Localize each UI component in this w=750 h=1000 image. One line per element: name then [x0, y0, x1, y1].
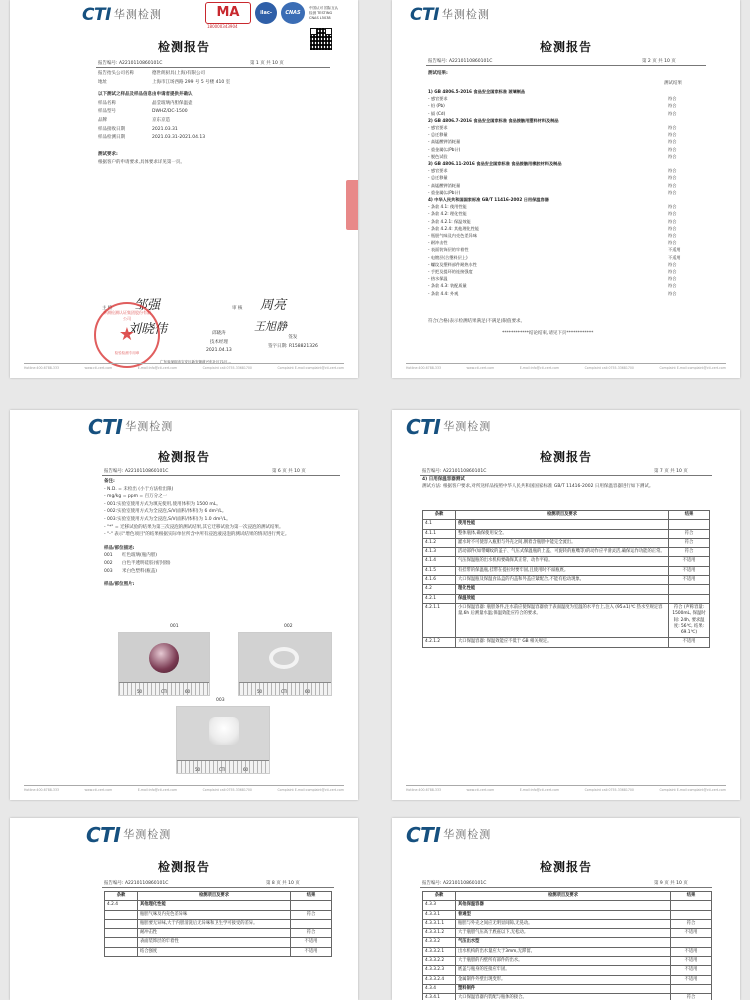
table-row [423, 576, 710, 585]
result-value: 符合 [668, 189, 677, 195]
requirement-cell: 出水机构的出水量应大于3mm,无滞留。 [456, 947, 671, 956]
result-cell: 符合 [671, 919, 712, 928]
page-footer: Hotline:400-6788-333 www.cti-cert.com E-mail:info@cti-cert.com Complaint call:0755-33681700 Complaint E-mail:complaint@cti-cert.com [406, 785, 726, 792]
report-title: 检测报告 [157, 40, 210, 54]
page-number: 第 1 页 共 10 页 [250, 61, 284, 66]
cti-logo [88, 415, 174, 439]
result-value: 符合 [668, 96, 677, 102]
result-cell: 不适用 [671, 947, 712, 956]
official-seal: 华测检测认证集团股份有限公司 ★ 检验检测专用章 [94, 302, 160, 368]
cti-logo-mark: CTI [406, 823, 441, 847]
method-block: 4) 日用保温容器测试 测试方法: 根据客户要求,对所送样品按照中华人民共和国国家标准 GB/T 11416-2002 日用保温容器进行如下测试。 [422, 477, 654, 489]
report-title: 检测报告 [539, 860, 592, 874]
result-row [428, 268, 712, 275]
report-no: 报告编号: A2210110860101C [422, 881, 487, 886]
table-row [423, 538, 710, 547]
glass-liner-image [149, 643, 179, 673]
requirement-cell: 活动部件(如带螺纹的盖子、气压式保温瓶的上盖、可旋转的瓶嘴等)的动作应平滑灵活,确保运作功能的正常。 [456, 548, 669, 557]
result-value [668, 117, 712, 124]
result-item: - 感官要求 [428, 168, 448, 174]
result-row [428, 232, 712, 239]
cti-logo-mark: CTI [82, 5, 111, 25]
table-row [423, 919, 712, 928]
signature-approve-2: 王旭静 [254, 320, 287, 333]
result-value: 符合 [668, 139, 677, 145]
report-no: 报告编号: A2210110860101C [98, 61, 163, 66]
requirement-cell: 瓶胆气味及内壳色差异味 [138, 910, 291, 919]
result-value: 符合 [668, 211, 677, 217]
result-row [428, 117, 712, 124]
result-value: 符合 [668, 175, 677, 181]
table-row [423, 529, 710, 538]
table-row [423, 947, 712, 956]
result-item: - 热水保温 [428, 276, 448, 282]
cti-logo [406, 415, 492, 439]
result-cell: 符合 [669, 548, 710, 557]
table-row [423, 638, 710, 647]
clause-cell [105, 929, 138, 938]
result-item: - 重金属(以Pb计) [428, 146, 461, 152]
table-row [423, 594, 710, 603]
clause-cell [105, 938, 138, 947]
result-item: 1) GB 4806.5-2016 食品安全国家标准 玻璃制品 [428, 89, 526, 94]
clause-cell: 4.3.3.1.1 [423, 919, 456, 928]
result-row [428, 254, 712, 261]
result-item: 2) GB 4806.7-2016 食品安全国家标准 食品接触用塑料材料及制品 [428, 117, 559, 123]
result-value: 符合 [668, 233, 677, 239]
photo-001-glass-liner: 50 CTI 60 [118, 632, 210, 696]
result-value: 符合 [668, 276, 677, 282]
ma-mark: MA [205, 2, 251, 24]
cti-logo-cn: 华测检测 [113, 8, 162, 21]
result-cell [671, 901, 712, 910]
table-row [423, 994, 712, 1000]
clause-cell: 4.2 [423, 585, 456, 594]
result-value: 符合 [668, 125, 677, 131]
result-value: 符合 [668, 269, 677, 275]
requirement-cell: 普通型 [456, 910, 671, 919]
clause-cell: 4.1.5 [423, 566, 456, 575]
requirement-cell: 表面装饰层的牢着性 [138, 938, 291, 947]
client-info: 报告抬头公司名称 德世朗厨具(上海)有限公司 地址 上海市江场西路 299 号 5 号楼 410 室 以下测试之样品及样品信息由申请者提供并确认 样品名称 晶莹玻璃内胆保温壶 样品型号 DWHZ/DC-1500 品牌 京东京造 样品接收日期 2021.03.31 样品检测日期 2021.03.31-2021.04.13 测试要求: 根据客户的申请要求,具体要求详见第一页。 [98, 70, 338, 168]
report-page-2 [392, 0, 740, 378]
clause-cell: 4.2.4 [105, 901, 138, 910]
notes-block: 备注: - N.D. = 未检出 (小于方法检出限) - mg/kg = ppm = 百万分之一 - 001:实验室使用方式为填充使用,使用体积为 1500 mL。 - 002:实验室使用方式为全浸泡,S/V(面积/体积)为 6 dm²/L。 - 003:实验室使用方式为全浸泡,S/V(面积/体积)为 1.0 dm²/L。 - "*" = 迁移试验的结果为第三次浸泡的测试结果,其它迁移试验为第一次浸泡的测试结果。 - "-" 表示"增色项目"的结果根据实际单位所含中所有浸泡液浸泡的测试结果的情况进行判定。 样品/部位描述: 001 红色玻璃(瓶内胆) 002 白色半透明硅胶(密封圈) 003 米白色塑料(瓶盖) 样品/部位照片: [104, 479, 290, 588]
results-table: 条款 检测项目及要求 结果 4.3.3 其他保温容器 4.3.3.1 普通型 4.3.3.1.1 瓶胆与外壳之间应无明显间隙,无晃动。 符合 4.3.3.1.2 大于瓶胆气压高于底座以下,无松动。 不适用 4.3.3.2 气压出水型 4.3.3.2.1 出水机构的出水量应大于3mm,无滞留。 不适用 4.3.3.2.2 大于瓶胆的内壁所有部件的出水。 不适用 4.3.3.2.3 底盖与瓶身的连接应牢固。 不适用 4.3.3.2.4 金属制件外壁出现变形。 不适用 4.3.4 塑料制件 4.3.4.1 大口保温容器内装配与瓶体的接合。 符合 [422, 891, 712, 1000]
cti-logo-cn: 华测检测 [441, 8, 490, 21]
requirement-cell: 大于瓶胆气压高于底座以下,无松动。 [456, 929, 671, 938]
photo-caption-002: 002 [284, 624, 293, 629]
clause-cell: 4.3.4.1 [423, 994, 456, 1000]
requirement-cell: 金属制件外壁出现变形。 [456, 975, 671, 984]
table-row [423, 603, 710, 637]
result-row [428, 146, 712, 153]
clause-cell: 4.1.4 [423, 557, 456, 566]
company-address: 广东省深圳市宝安区新安街道兴东社区71区... [160, 360, 231, 364]
report-page-6 [392, 818, 740, 1000]
table-row [105, 947, 332, 956]
result-row [428, 167, 712, 174]
results-table: 条款 检测项目及要求 结果 4.1 使用性能 4.1.1 整体瓶体,确保使用安全。 符合 4.1.2 灌水时不可使容入瓶胆与外壳之间,倒着含瓶胆中能完全流出。 符合 4.1.3 活动部件(如带螺纹的盖子、气压式保温瓶的上盖、可旋转的瓶嘴等)的动作应平滑灵活,确保运作功能的正常。 符合 4.1.4 气压保温瓶的出水机构要确保其正常、动作平稳。 不适用 4.1.5 有挂带的保温瓶,挂带在提拉时要牢固,且使用时不溢瓶底。 不适用 4.1.6 大口保温瓶及保温食品盒的内盖和外盖应紧配合,不能有松动现象。 不适用 4.2 理化性能 4.2.1 保温效能 4.2.1.1 小口保温容器: 瓶胆条件,注水前应使保温容器放于表面温度为室温的水平台上,注入 (95±1)℃ 热水至规定容量,6h 后测量水温;保温效能应符合的要求。 符合 (声称容量: 1500mL, 保温时间: 24h, 要求温度: 56℃, 结果: 69.1℃) 4.2.1.2 大口保温容器: 保温效能应不低于 GB 相关规定。 不适用 [422, 510, 710, 648]
requirement-cell: 气压出水型 [456, 938, 671, 947]
clause-cell: 4.3.3.2.3 [423, 966, 456, 975]
result-row [428, 138, 712, 145]
result-row [428, 239, 712, 246]
table-row [423, 910, 712, 919]
page-footer: Hotline:400-6788-333 www.cti-cert.com E-mail:info@cti-cert.com Complaint call:0755-33681700 Complaint E-mail:complaint@cti-cert.com [406, 363, 726, 370]
report-page-4 [392, 410, 740, 800]
result-value: 符合 [668, 168, 677, 174]
result-value: 符合 [668, 283, 677, 289]
clause-cell: 4.3.3.1 [423, 910, 456, 919]
result-value: 符合 [668, 204, 677, 210]
result-value: 符合 [668, 218, 677, 224]
result-value [668, 88, 712, 95]
requirement-cell: 保温效能 [456, 594, 669, 603]
table-row [423, 520, 710, 529]
result-cell: 符合 [291, 910, 332, 919]
result-item: 3) GB 4806.11-2016 食品安全国家标准 食品接触用橡胶材料及制品 [428, 161, 562, 167]
result-item: - 重金属(以Pb计) [428, 189, 461, 195]
result-row [428, 102, 712, 109]
requirement-cell: 瓶胆与外壳之间应无明显间隙,无晃动。 [456, 919, 671, 928]
result-value: 符合 [668, 103, 677, 109]
photo-caption-003: 003 [216, 698, 225, 703]
requirement-cell: 底盖与瓶身的连接应牢固。 [456, 966, 671, 975]
result-row [428, 88, 712, 95]
clause-cell: 4.3.3.2.1 [423, 947, 456, 956]
result-item: - 电镀层(合塑料层上) [428, 254, 468, 260]
result-value: 符合 [668, 146, 677, 152]
divider [102, 475, 340, 476]
results-list [428, 88, 712, 297]
plastic-lid-image [209, 717, 239, 745]
result-item: - 脱色试验 [428, 153, 448, 159]
report-title: 检测报告 [157, 860, 210, 874]
clause-cell: 4.2.1.1 [423, 603, 456, 637]
result-item: - 铅 (Pb) [428, 103, 445, 109]
cnas-mark: CNAS [281, 2, 305, 24]
clause-cell [105, 910, 138, 919]
sign-role-review: 审 核 [232, 306, 243, 311]
table-row [423, 984, 712, 993]
clause-cell: 4.1.2 [423, 538, 456, 547]
photo-caption-001: 001 [170, 624, 179, 629]
result-value: 符合 [668, 132, 677, 138]
requirement-cell: 小口保温容器: 瓶胆条件,注水前应使保温容器放于表面温度为室温的水平台上,注入 (95±1)℃ 热水至规定容量,6h 后测量水温;保温效能应符合的要求。 [456, 603, 669, 637]
result-row [428, 182, 712, 189]
result-cell [669, 585, 710, 594]
qr-code [310, 28, 332, 50]
report-no: 报告编号: A2210110860101C [428, 59, 493, 64]
result-item: - 感官要求 [428, 96, 448, 102]
clause-cell: 4.3.3.2.4 [423, 975, 456, 984]
result-row [428, 153, 712, 160]
result-item: - 条款 4.2: 理化性能 [428, 211, 467, 217]
result-value: 符合 [668, 110, 677, 116]
result-cell: 符合 (声称容量: 1500mL, 保温时间: 24h, 要求温度: 56℃, 结果: 69.1℃) [669, 603, 710, 637]
result-end: ************结论结束,请见下页************ [502, 331, 594, 336]
result-value: 符合 [668, 153, 677, 159]
clause-cell [105, 919, 138, 928]
result-row [428, 196, 712, 203]
result-item: - 瓶胆气味及内壳色差异味 [428, 233, 477, 239]
result-cell: 符合 [671, 994, 712, 1000]
table-row [105, 929, 332, 938]
result-row [428, 218, 712, 225]
requirement-cell: 大口保温容器内装配与瓶体的接合。 [456, 994, 671, 1000]
clause-cell: 4.1.1 [423, 529, 456, 538]
requirement-cell: 其他保温容器 [456, 901, 671, 910]
requirement-cell: 气压保温瓶的出水机构要确保其正常、动作平稳。 [456, 557, 669, 566]
table-row [423, 975, 712, 984]
result-item: - 手把及提环的连接强度 [428, 269, 473, 275]
divider [420, 887, 712, 888]
table-row [423, 966, 712, 975]
report-title: 检测报告 [157, 450, 210, 464]
signature-review: 周亮 [260, 298, 287, 313]
result-row [428, 124, 712, 131]
result-note: 符合(合格)表示检测结果满足(不满足)限值要求。 [428, 319, 526, 324]
photo-002-silicone-ring: 50 CTI 60 [238, 632, 332, 696]
approver-block: 邱晓涛 技术经理 2021.04.13 [206, 331, 232, 354]
result-item: - 耐冲击性 [428, 240, 448, 246]
cti-logo-cn: 华测检测 [443, 828, 492, 841]
result-row [428, 203, 712, 210]
clause-cell: 4.1 [423, 520, 456, 529]
requirement-cell: 大口保温瓶及保温食品盒的内盖和外盖应紧配合,不能有松动现象。 [456, 576, 669, 585]
result-item: - 感官要求 [428, 125, 448, 131]
result-value: 不适用 [668, 254, 681, 260]
table-row [423, 557, 710, 566]
result-row [428, 290, 712, 297]
table-row [423, 566, 710, 575]
divider [426, 65, 706, 66]
results-table: 条款 检测项目及要求 结果 4.2.4 其他理化性能 瓶胆气味及内壳色差异味 符合 瓶胆要无异味,大于内胆清洗后无异味和卫生学可接受的差异。 耐冲击性 符合 表面装饰层的牢着性 不适用 结合强度 不适用 [104, 891, 332, 957]
page-number: 第 7 页 共 10 页 [654, 469, 688, 474]
table-row [423, 938, 712, 947]
page-number: 第 2 页 共 10 页 [642, 59, 676, 64]
cti-logo-mark: CTI [86, 823, 121, 847]
result-cell: 不适用 [669, 576, 710, 585]
signature-edit: 邹强 [134, 298, 161, 313]
report-no: 报告编号: A2210110860101C [104, 881, 169, 886]
table-row [423, 957, 712, 966]
requirement-cell: 整体瓶体,确保使用安全。 [456, 529, 669, 538]
result-value: 符合 [668, 261, 677, 267]
result-cell [291, 919, 332, 928]
page-footer: Hotline:400-6788-333 www.cti-cert.com E-mail:info@cti-cert.com Complaint call:0755-33681700 Complaint E-mail:complaint@cti-cert.com [24, 785, 344, 792]
cti-logo-cn: 华测检测 [123, 828, 172, 841]
result-item: - 条款 4.3: 装配质量 [428, 283, 467, 289]
photo-003-plastic-lid: 50 CTI 60 [176, 706, 270, 774]
report-no: 报告编号: A2210110860101C [422, 469, 487, 474]
result-value [668, 160, 712, 167]
result-value: 符合 [668, 240, 677, 246]
sign-role-edit: 主 检 [102, 306, 113, 311]
ilac-mra-mark: ilac-MRA [255, 2, 277, 24]
cti-logo [410, 6, 490, 24]
table-row [105, 938, 332, 947]
result-cell: 符合 [669, 538, 710, 547]
table-row [105, 910, 332, 919]
cnas-caption: 中国认可 国际互认 检测 TESTING CNAS L5038 [309, 5, 339, 20]
requirement-cell: 塑料制件 [456, 984, 671, 993]
approver2-block: 签发 签字日期: R158821326 [268, 335, 318, 349]
cti-logo [82, 6, 162, 24]
requirement-cell: 理化性能 [456, 585, 669, 594]
result-cell: 符合 [669, 529, 710, 538]
report-page-5 [10, 818, 358, 1000]
report-title: 检测报告 [539, 40, 592, 54]
result-item: - 条款 4.2.4: 其他理化性能 [428, 225, 480, 231]
result-row [428, 95, 712, 102]
test-requirement-text: 根据客户的申请要求,具体要求详见第一页。 [98, 160, 185, 166]
report-page-3 [10, 410, 358, 800]
clause-cell [105, 947, 138, 956]
clause-cell: 4.3.4 [423, 984, 456, 993]
result-cell [669, 520, 710, 529]
cti-logo-mark: CTI [406, 415, 441, 439]
result-value [668, 196, 712, 203]
divider [102, 887, 334, 888]
table-row [423, 548, 710, 557]
result-row [428, 246, 712, 253]
cti-logo-cn: 华测检测 [125, 420, 174, 433]
clause-cell: 4.3.3.2.2 [423, 957, 456, 966]
requirement-cell: 有挂带的保温瓶,挂带在提拉时要牢固,且使用时不溢瓶底。 [456, 566, 669, 575]
result-item: - 高锰酸钾消耗量 [428, 182, 461, 188]
page-number: 第 8 页 共 10 页 [266, 881, 300, 886]
result-cell: 不适用 [291, 938, 332, 947]
result-cell [669, 594, 710, 603]
cti-logo [86, 823, 172, 847]
result-cell [671, 938, 712, 947]
page-number: 第 6 页 共 10 页 [272, 469, 306, 474]
result-cell: 符合 [291, 929, 332, 938]
result-value: 符合 [668, 182, 677, 188]
table-row [105, 901, 332, 910]
result-row [428, 282, 712, 289]
sample-section-head: 以下测试之样品及样品信息由申请者提供并确认 [98, 92, 193, 98]
result-item: - 螺纹及塑料部件耐热水性 [428, 261, 477, 267]
result-row [428, 174, 712, 181]
result-item: - 条款 4.2.1: 保温效能 [428, 218, 471, 224]
result-row [428, 189, 712, 196]
result-value: 符合 [668, 225, 677, 231]
result-row [428, 225, 712, 232]
signature-approve: 刘晓伟 [128, 322, 168, 337]
result-item: - 总迁移量 [428, 132, 448, 138]
result-item: - 总迁移量 [428, 175, 448, 181]
result-value: 不适用 [668, 247, 681, 253]
result-row [428, 110, 712, 117]
result-cell: 不适用 [671, 957, 712, 966]
result-row [428, 160, 712, 167]
result-cell: 不适用 [669, 557, 710, 566]
page-number: 第 9 页 共 10 页 [654, 881, 688, 886]
requirement-cell: 耐冲击性 [138, 929, 291, 938]
cti-logo-cn: 华测检测 [443, 420, 492, 433]
requirement-cell: 灌水时不可使容入瓶胆与外壳之间,倒着含瓶胆中能完全流出。 [456, 538, 669, 547]
cti-logo-mark: CTI [410, 5, 439, 25]
requirement-cell: 结合强度 [138, 947, 291, 956]
result-item: 4) 中华人民共和国国家标准 GB/T 11416-2002 日用保温容器 [428, 197, 549, 203]
result-item: - 表面装饰层的牢着性 [428, 247, 469, 253]
table-row [423, 929, 712, 938]
result-column-head: 测试结果 [664, 81, 682, 86]
result-row [428, 275, 712, 282]
result-cell: 不适用 [671, 966, 712, 975]
result-cell [291, 901, 332, 910]
result-cell: 不适用 [291, 947, 332, 956]
silicone-ring-image [269, 647, 299, 669]
result-row [428, 131, 712, 138]
page-footer: Hotline:400-6788-333 www.cti-cert.com E-mail:info@cti-cert.com Complaint call:0755-33681700 Complaint E-mail:complaint@cti-cert.com [24, 363, 344, 370]
result-item: - 条款 4.1: 使用性能 [428, 204, 467, 210]
result-row [428, 210, 712, 217]
result-cell [671, 984, 712, 993]
result-row [428, 261, 712, 268]
clause-cell: 4.3.3.1.2 [423, 929, 456, 938]
clause-cell: 4.1.3 [423, 548, 456, 557]
result-cell: 不适用 [671, 975, 712, 984]
divider [96, 67, 330, 68]
requirement-cell: 其他理化性能 [138, 901, 291, 910]
clause-cell: 4.1.6 [423, 576, 456, 585]
clause-cell: 4.3.3 [423, 901, 456, 910]
result-item: - 条款 4.4: 外观 [428, 290, 459, 296]
section-title: 测试结果: [428, 71, 448, 76]
report-no: 报告编号: A2210110860101C [104, 469, 169, 474]
table-row [423, 585, 710, 594]
requirement-cell: 大口保温容器: 保温效能应不低于 GB 相关规定。 [456, 638, 669, 647]
clause-cell: 4.2.1 [423, 594, 456, 603]
clause-cell: 4.2.1.2 [423, 638, 456, 647]
clause-cell: 4.3.3.2 [423, 938, 456, 947]
cti-logo-mark: CTI [88, 415, 123, 439]
result-cell: 不适用 [669, 638, 710, 647]
requirement-cell: 大于瓶胆的内壁所有部件的出水。 [456, 957, 671, 966]
table-row [105, 919, 332, 928]
report-title: 检测报告 [539, 450, 592, 464]
result-cell [671, 910, 712, 919]
table-row [423, 901, 712, 910]
report-page-1 [10, 0, 358, 378]
page-seam-stamp [346, 180, 358, 230]
result-item: - 高锰酸钾消耗量 [428, 139, 461, 145]
test-requirement-label: 测试要求: [98, 151, 118, 157]
result-cell: 不适用 [671, 929, 712, 938]
result-cell: 不适用 [669, 566, 710, 575]
requirement-cell: 使用性能 [456, 520, 669, 529]
cti-logo [406, 823, 492, 847]
ma-number: 180000343904 [207, 24, 238, 29]
requirement-cell: 瓶胆要无异味,大于内胆清洗后无异味和卫生学可接受的差异。 [138, 919, 291, 928]
result-item: - 镉 (Cd) [428, 110, 446, 116]
result-value: 符合 [668, 290, 677, 296]
